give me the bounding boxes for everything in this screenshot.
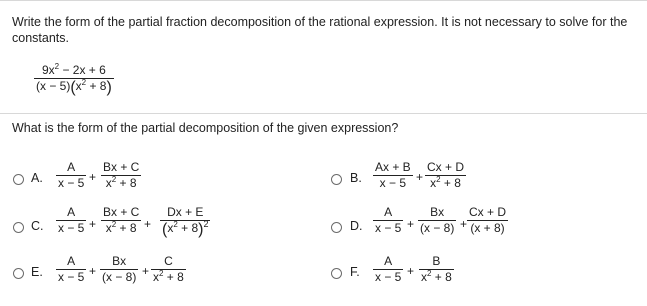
option-e-term-2: Bx (x − 8)	[102, 254, 137, 284]
option-d-label[interactable]: D.	[350, 219, 363, 233]
option-d-term-3: Cx + D (x + 8)	[469, 205, 507, 235]
option-f-term-2: B $x^2 + 8$	[421, 254, 452, 284]
option-e-term-3: C $x^2 + 8$	[153, 254, 184, 284]
plus-sign: +	[407, 217, 415, 231]
option-c-label[interactable]: C.	[31, 219, 44, 233]
option-d-term-1: A x − 5	[375, 205, 402, 235]
option-b-radio[interactable]	[331, 174, 342, 185]
top-border	[0, 0, 647, 1]
option-c-radio[interactable]	[13, 222, 24, 233]
option-b-term-1: Ax + B x − 5	[375, 160, 411, 190]
option-d-term-2: Bx (x − 8)	[420, 205, 455, 235]
option-c-term-3: Dx + E $(x^2 + 8)^2$	[162, 205, 209, 238]
plus-sign: +	[89, 264, 97, 278]
plus-sign: +	[460, 217, 468, 231]
option-c-term-1: A x − 5	[58, 205, 85, 235]
option-a-label[interactable]: A.	[31, 171, 43, 185]
expression-numerator: $9x^2 - 2x + 6$	[41, 62, 106, 77]
plus-sign: +	[416, 170, 424, 184]
plus-sign: +	[144, 217, 152, 231]
option-a-term-1: A x − 5	[58, 160, 85, 190]
option-b-term-2: Cx + D $x^2 + 8$	[427, 160, 465, 190]
plus-sign: +	[89, 217, 97, 231]
question-text: What is the form of the partial decomposition of the given expression?	[12, 121, 399, 135]
option-d-radio[interactable]	[331, 222, 342, 233]
option-e-term-1: A x − 5	[58, 254, 85, 284]
plus-sign: +	[407, 264, 415, 278]
expression-denominator: $(x - 5)(x^2 + 8)$	[36, 78, 112, 96]
option-c-term-2: Bx + C $x^2 + 8$	[103, 205, 140, 235]
option-a-term-2: Bx + C $x^2 + 8$	[103, 160, 140, 190]
option-f-radio[interactable]	[331, 268, 342, 279]
rational-expression	[34, 64, 114, 94]
section-divider	[0, 113, 647, 114]
option-f-label[interactable]: F.	[350, 265, 360, 279]
option-a-radio[interactable]	[13, 174, 24, 185]
option-e-radio[interactable]	[13, 268, 24, 279]
plus-sign: +	[89, 170, 97, 184]
plus-sign: +	[142, 264, 150, 278]
option-b-label[interactable]: B.	[350, 171, 362, 185]
option-e-label[interactable]: E.	[31, 265, 43, 279]
instructions-text: Write the form of the partial fraction decomposition of the rational expression. It is not necessary to solve for the constants.	[12, 15, 628, 45]
option-f-term-1: A x − 5	[375, 254, 402, 284]
